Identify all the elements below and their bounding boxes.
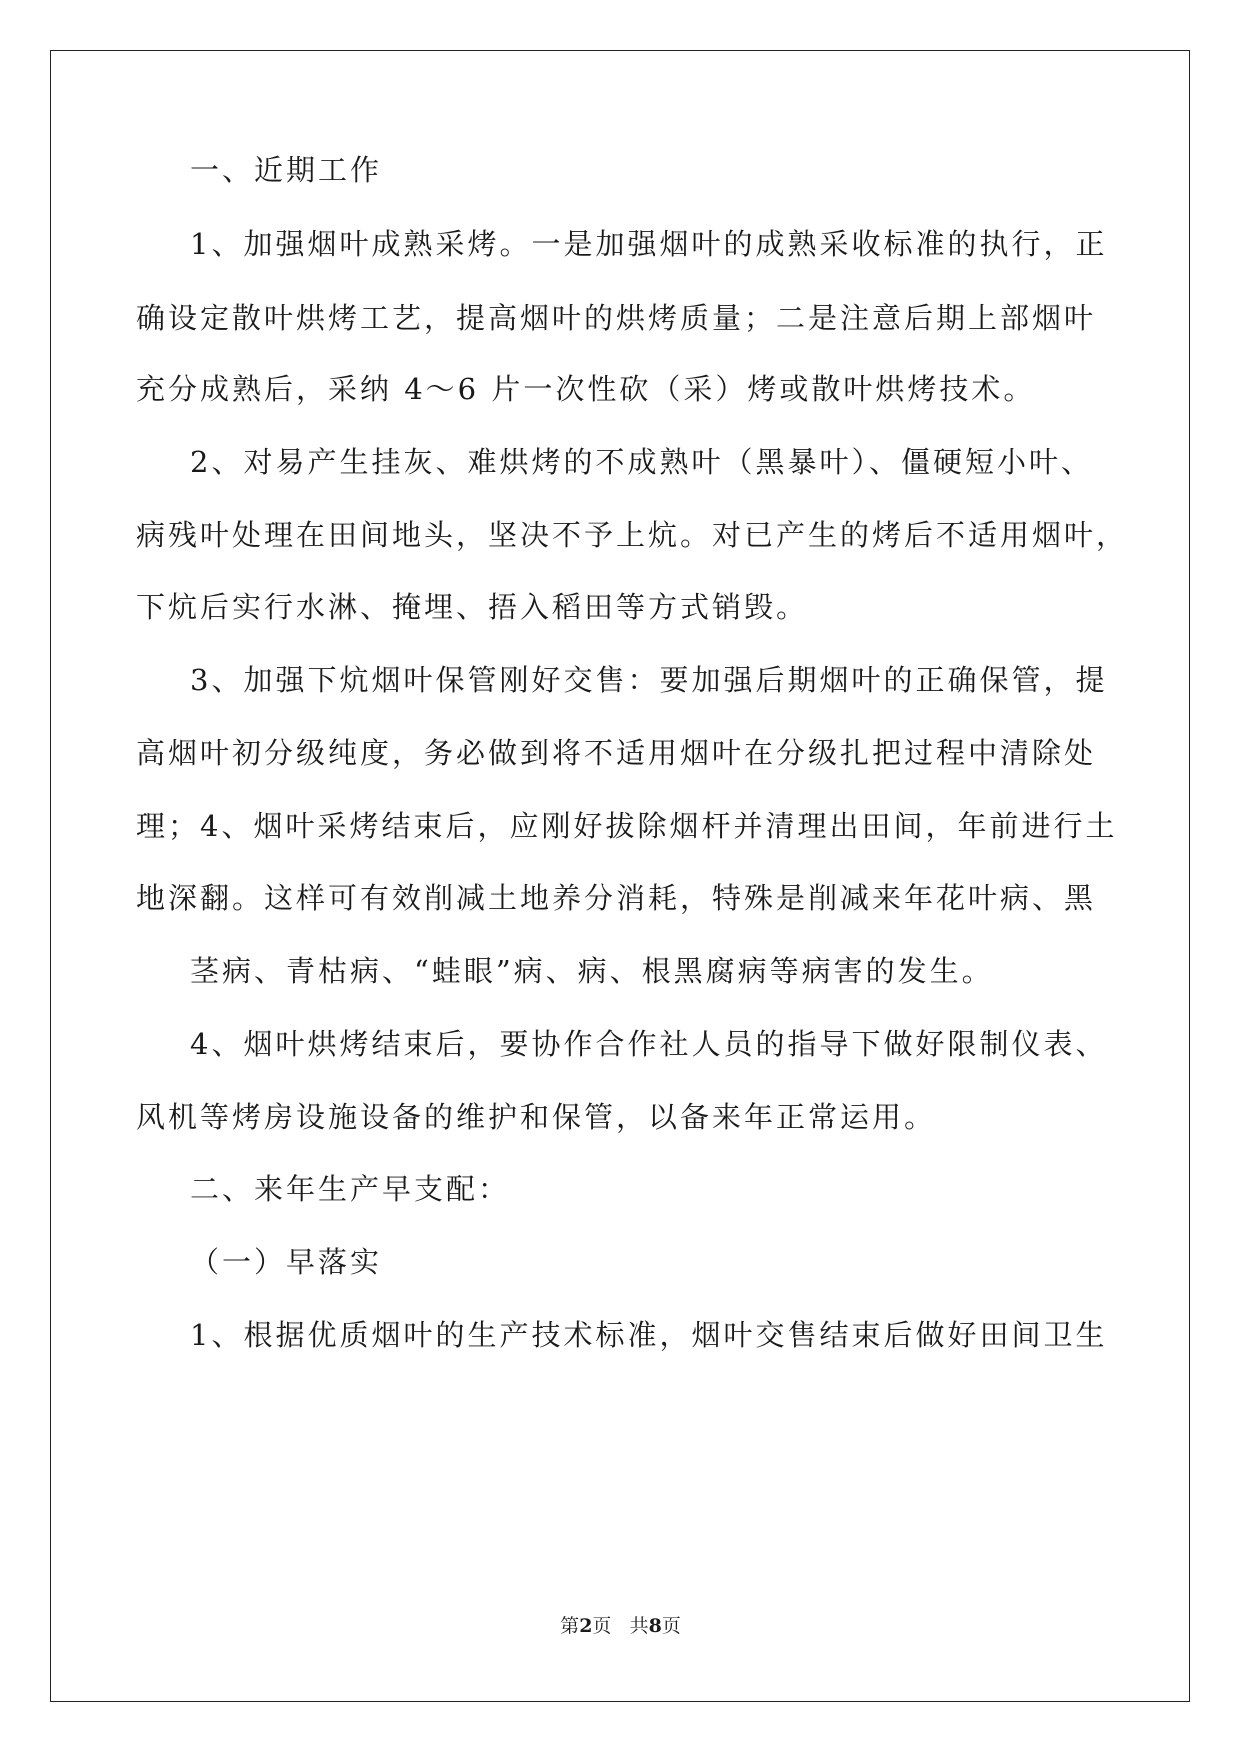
paragraph-line: 茎病、青枯病、“蛙眼”病、病、根黑腐病等病害的发生。 [190,954,994,988]
page-suffix: 页 [592,1615,612,1637]
paragraph-line: 2、对易产生挂灰、难烘烤的不成熟叶（黑暴叶）、僵硬短小叶、 [190,445,1093,479]
paragraph-line: 1、根据优质烟叶的生产技术标准，烟叶交售结束后做好田间卫生 [190,1318,1108,1352]
section-heading-recent-work: 一、近期工作 [190,153,383,187]
page-current: 2 [579,1615,593,1637]
page-border [50,50,1190,1702]
paragraph-line: 理；4、烟叶采烤结束后，应刚好拔除烟杆并清理出田间，年前进行土 [136,809,1118,843]
paragraph-line: 下炕后实行水淋、掩埋、捂入稻田等方式销毁。 [136,590,809,624]
paragraph-line: 确设定散叶烘烤工艺，提高烟叶的烘烤质量；二是注意后期上部烟叶 [136,301,1097,335]
subsection-heading: （一）早落实 [190,1245,383,1279]
paragraph-line: 风机等烤房设施设备的维护和保管，以备来年正常运用。 [136,1100,937,1134]
page-total: 8 [648,1615,662,1637]
paragraph-line: 高烟叶初分级纯度，务必做到将不适用烟叶在分级扎把过程中清除处 [136,736,1097,770]
total-prefix: 共 [629,1615,649,1637]
paragraph-line: 地深翻。这样可有效削减土地养分消耗，特殊是削减来年花叶病、黑 [136,881,1097,915]
paragraph-line: 3、加强下炕烟叶保管刚好交售：要加强后期烟叶的正确保管，提 [190,663,1108,697]
section-heading-next-year: 二、来年生产早支配： [190,1172,511,1206]
total-suffix: 页 [661,1615,681,1637]
paragraph-line: 病残叶处理在田间地头，坚决不予上炕。对已产生的烤后不适用烟叶， [136,518,1129,552]
page-footer [0,1614,1241,1638]
paragraph-line: 1、加强烟叶成熟采烤。一是加强烟叶的成熟采收标准的执行，正 [190,227,1108,261]
paragraph-line: 充分成熟后，采纳 4～6 片一次性砍（采）烤或散叶烘烤技术。 [136,372,1036,406]
paragraph-line: 4、烟叶烘烤结束后，要协作合作社人员的指导下做好限制仪表、 [190,1027,1108,1061]
page-prefix: 第 [560,1615,580,1637]
